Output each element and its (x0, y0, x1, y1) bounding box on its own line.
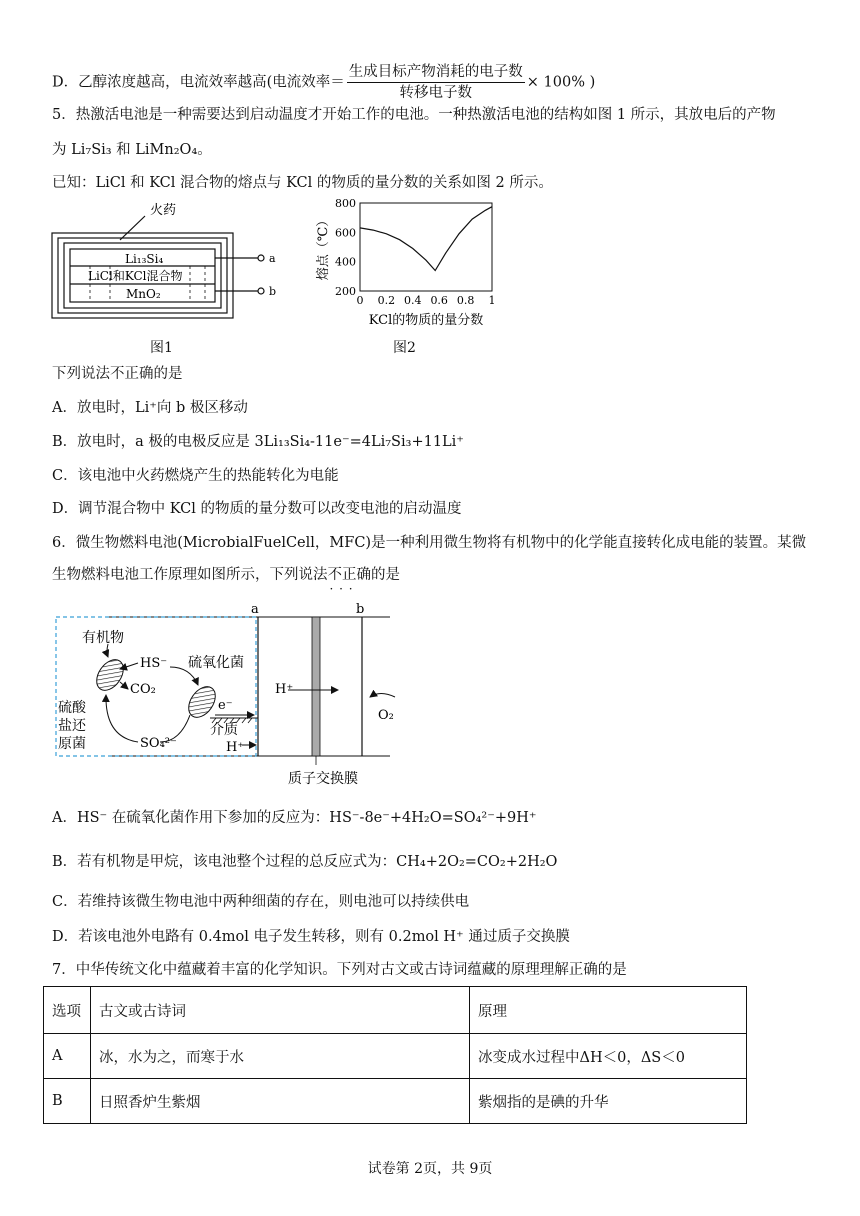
q6-emphasis: 不正确 · · · (328, 567, 372, 583)
q5-option-a: A．放电时，Li⁺向 b 极区移动 (52, 400, 248, 416)
chart-plot-area (360, 203, 492, 291)
q5-option-c: C．该电池中火药燃烧产生的热能转化为电能 (52, 468, 339, 484)
fig2-caption: 图2 (393, 340, 416, 356)
melting-point-line (360, 207, 492, 271)
sulfur-oxidizing-label: 硫氧化菌 (188, 655, 244, 671)
q5-option-b: B．放电时，a 极的电极反应是 3Li₁₃Si₄-11e⁻=4Li₇Si₃+11Li⁺ (52, 434, 464, 450)
x-tick-label: 0 (356, 294, 364, 307)
organic-label: 有机物 (82, 630, 124, 646)
table-row: A 冰，水为之，而寒于水 冰变成水过程中ΔH＜0，ΔS＜0 (44, 1034, 747, 1079)
q6-option-a: A．HS⁻ 在硫氧化菌作用下参加的反应为：HS⁻-8e⁻+4H₂O=SO₄²⁻+9H⁺ (52, 810, 537, 826)
sulfate-reducer-label-2: 盐还 (58, 718, 86, 734)
q7-table (43, 986, 747, 1124)
q7-stem: 7．中华传统文化中蕴藏着丰富的化学知识。下列对古文或古诗词蕴藏的原理理解正确的是 (52, 962, 627, 978)
q5-known: 已知：LiCl 和 KCl 混合物的熔点与 KCl 的物质的量分数的关系如图 2 所示。 (52, 175, 553, 191)
h-plus-left-label: H⁺ (226, 740, 245, 755)
electrode-b-label: b (356, 602, 365, 617)
q5-stem-2: 为 Li₇Si₃ 和 LiMn₂O₄。 (52, 142, 212, 158)
chart-y-label: 熔点（℃） (316, 213, 331, 281)
table-header-row (44, 987, 747, 1034)
fig1-label-top: 火药 (150, 203, 177, 218)
x-tick-label: 0.2 (377, 294, 396, 307)
o2-label: O₂ (378, 708, 394, 723)
q5-option-d: D．调节混合物中 KCl 的物质的量分数可以改变电池的启动温度 (52, 501, 462, 517)
electron-label: e⁻ (218, 698, 233, 713)
membrane-label: 质子交换膜 (288, 771, 358, 787)
h-plus-mid-label: H⁺ (275, 682, 294, 697)
co2-label: CO₂ (130, 682, 156, 697)
fig1-terminal-b: b (269, 285, 277, 298)
fig1-layer-2: LiCl和KCl混合物 (88, 269, 183, 283)
fig1-caption: 图1 (150, 340, 173, 356)
hs-label: HS⁻ (140, 656, 168, 671)
mfc-diagram (50, 597, 410, 792)
q6-stem-2: 生物燃料电池工作原理如图所示，下列说法不正确 · · ·的是 (52, 565, 400, 585)
q5-question: 下列说法不正确的是 (52, 366, 183, 382)
fig1-terminal-a: a (269, 252, 276, 265)
q6-option-d: D．若该电池外电路有 0.4mol 电子发生转移，则有 0.2mol H⁺ 通过质子交换膜 (52, 929, 570, 945)
so4-label: SO₄²⁻ (140, 736, 177, 751)
table-row: B 日照香炉生紫烟 紫烟指的是碘的升华 (44, 1079, 747, 1124)
sulfate-reducer-label-3: 原菌 (58, 736, 86, 752)
header-poem: 古文或古诗词 (91, 987, 470, 1034)
header-option: 选项 (44, 987, 91, 1034)
y-tick-label: 800 (335, 197, 356, 210)
q4-option-d: D．乙醇浓度越高，电流效率越高(电流效率＝ $\frac{\text{生成目标产物消耗的电子数}}{\text{转移电子数}}$ × 100% ) (52, 64, 596, 101)
sulfate-reducer-label-1: 硫酸 (58, 700, 86, 716)
y-tick-label: 400 (335, 255, 356, 269)
fig1-layer-1: Li₁₃Si₄ (125, 252, 164, 266)
efficiency-fraction: $\frac{\text{生成目标产物消耗的电子数}}{\text{转移电子数}}$ (348, 64, 523, 101)
x-tick-label: 0.4 (404, 294, 422, 307)
y-axis-ticks (335, 197, 356, 298)
figure-2-chart (305, 195, 505, 330)
page-footer: 试卷第 2页，共 9页 (367, 1161, 493, 1177)
header-principle: 原理 (470, 987, 747, 1034)
q5-stem-1: 5．热激活电池是一种需要达到启动温度才开始工作的电池。一种热激活电池的结构如图 1 所示，其放电后的产物 (52, 107, 776, 123)
y-tick-label: 600 (335, 226, 356, 240)
q6-option-b: B．若有机物是甲烷，该电池整个过程的总反应式为：CH₄+2O₂=CO₂+2H₂O (52, 854, 558, 870)
x-axis-ticks (357, 294, 496, 307)
q6-option-c: C．若维持该微生物电池中两种细菌的存在，则电池可以持续供电 (52, 894, 470, 910)
x-tick-label: 1 (488, 294, 496, 307)
x-tick-label: 0.8 (456, 294, 475, 307)
q6-stem-1: 6．微生物燃料电池(MicrobialFuelCell，MFC)是一种利用微生物将有机物中的化学能直接转化成电能的装置。某微 (52, 535, 807, 551)
medium-label: 介质 (210, 722, 238, 738)
y-tick-label: 200 (335, 285, 356, 298)
chart-x-label: KCl的物质的量分数 (368, 313, 484, 328)
x-tick-label: 0.6 (430, 294, 448, 307)
fig1-layer-3: MnO₂ (126, 287, 161, 301)
electrode-a-label: a (251, 602, 259, 617)
figure-1-battery (50, 198, 290, 323)
